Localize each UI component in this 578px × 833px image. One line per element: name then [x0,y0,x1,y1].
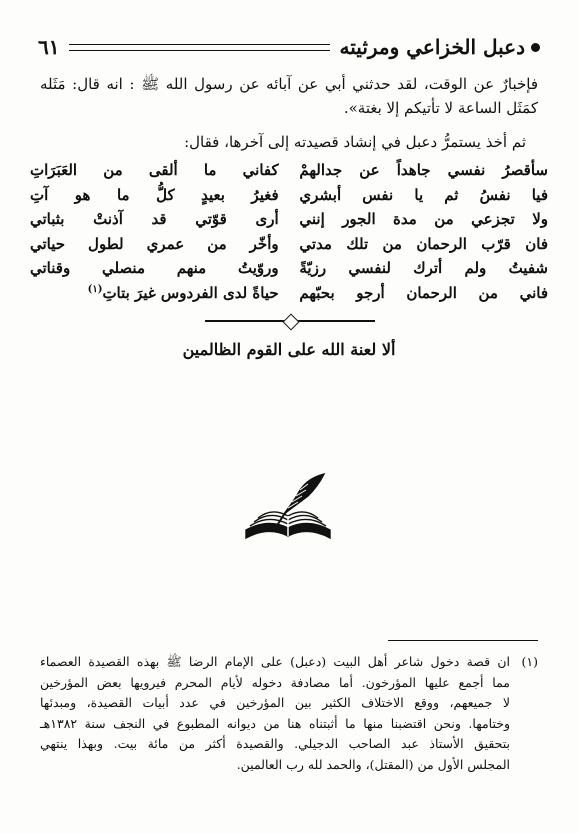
footnote-reference[interactable]: (١) [87,283,103,295]
verse-second-hemistich: وروّيتُ منهم منصلي وقناتي [30,259,279,278]
page-header [38,30,540,64]
footnote-line: المجلس الأول من (المقتل)، والحمد لله رب العالمين. [236,756,510,772]
verse-second-hemistich-text: حياةً لدى الفردوس غيرَ بتاتِ [102,283,279,302]
poem-verse [30,281,548,306]
footnote-line: لا جميعهم، ووقع الاختلاف الكثير بين المؤرخين في عدد أبيات القصيدة، ومبدئها [40,695,510,710]
verse-first-hemistich: ولا تجزعي من مدة الجور إنني [299,210,548,229]
poem-verse [30,207,548,232]
ornamental-divider [205,320,375,322]
paragraph-1-line-2: كمَثَل الساعة لا تأتيكم إلا بغتة». [343,99,538,117]
poem-verse [30,256,548,281]
verse-first-hemistich: فاني من الرحمان أرجو بحبّهم [299,283,548,302]
running-title [340,35,540,59]
poem-verse [30,232,548,257]
quill-book-ornament-icon [238,468,338,548]
page-number: ٦١ [38,35,60,59]
footnote-line: مما أجمع عليها المؤرخون. أما مصادفة دخوله لأيام المحرم فيرويها بعض المؤرخين [40,674,510,690]
verse-first-hemistich: فان قرّب الرحمان من تلك مدتي [299,234,548,253]
footnote-number: (١) [521,654,538,669]
footnote-body [40,673,538,776]
poem-verse [30,183,548,208]
verse-second-hemistich: كفاني ما ألقى من العَبَرَاتِ [30,161,279,180]
verse-second-hemistich [30,284,279,302]
poem [30,158,548,305]
footnote-line: وختامها. ونحن اقتضبنا منها ما أثبتناه هنا من ديوانه المطبوع في النجف سنة ١٣٨٢هـ [40,715,510,731]
verse-first-hemistich: شفيتُ ولم أترك لنفسي رزيّةً [299,259,548,278]
poem-verse [30,158,548,183]
verse-second-hemistich: وأخّر من عمري لطول حياتي [30,234,279,253]
verse-second-hemistich: فغيرُ بعيدٍ كلُّ ما هو آتِ [30,185,279,204]
footnote [40,652,538,775]
footnote-first-row [40,652,538,673]
header-rule [69,44,329,51]
verse-second-hemistich: أرى قوّتي قد آذنتْ بثباتي [30,210,279,229]
verse-first-hemistich: فيا نفسُ ثم يا نفس أبشري [299,185,548,204]
verse-first-hemistich: سأقصرُ نفسي جاهداً عن جدالهمْ [299,161,548,180]
footnote-line: ان قصة دخول شاعر أهل البيت (دعبل) على الإمام الرضا ﷺ بهذه القصيدة العصماء [40,654,510,669]
footnote-line: بتحقيق الأستاذ عبد الصاحب الدجيلي. والقصيدة أكثر من مائة بيت. وبهذا ينتهي [40,736,510,751]
paragraph-2: ثم أخذ يستمرُّ دعبل في إنشاد قصيدته إلى آخرها، فقال: [184,133,526,151]
footnote-separator [388,640,538,641]
paragraph-1 [40,72,538,120]
bullet-icon [531,43,540,52]
paragraph-1-line-1: فإخبارٌ عن الوقت، لقد حدثني أبي عن آبائه عن رسول الله ﷺ : انه قال: مَثَله [40,75,538,93]
closing-line: ألا لعنة الله على القوم الظالمين [182,340,396,359]
running-title-text: دعبل الخزاعي ومرثيته [339,35,525,59]
